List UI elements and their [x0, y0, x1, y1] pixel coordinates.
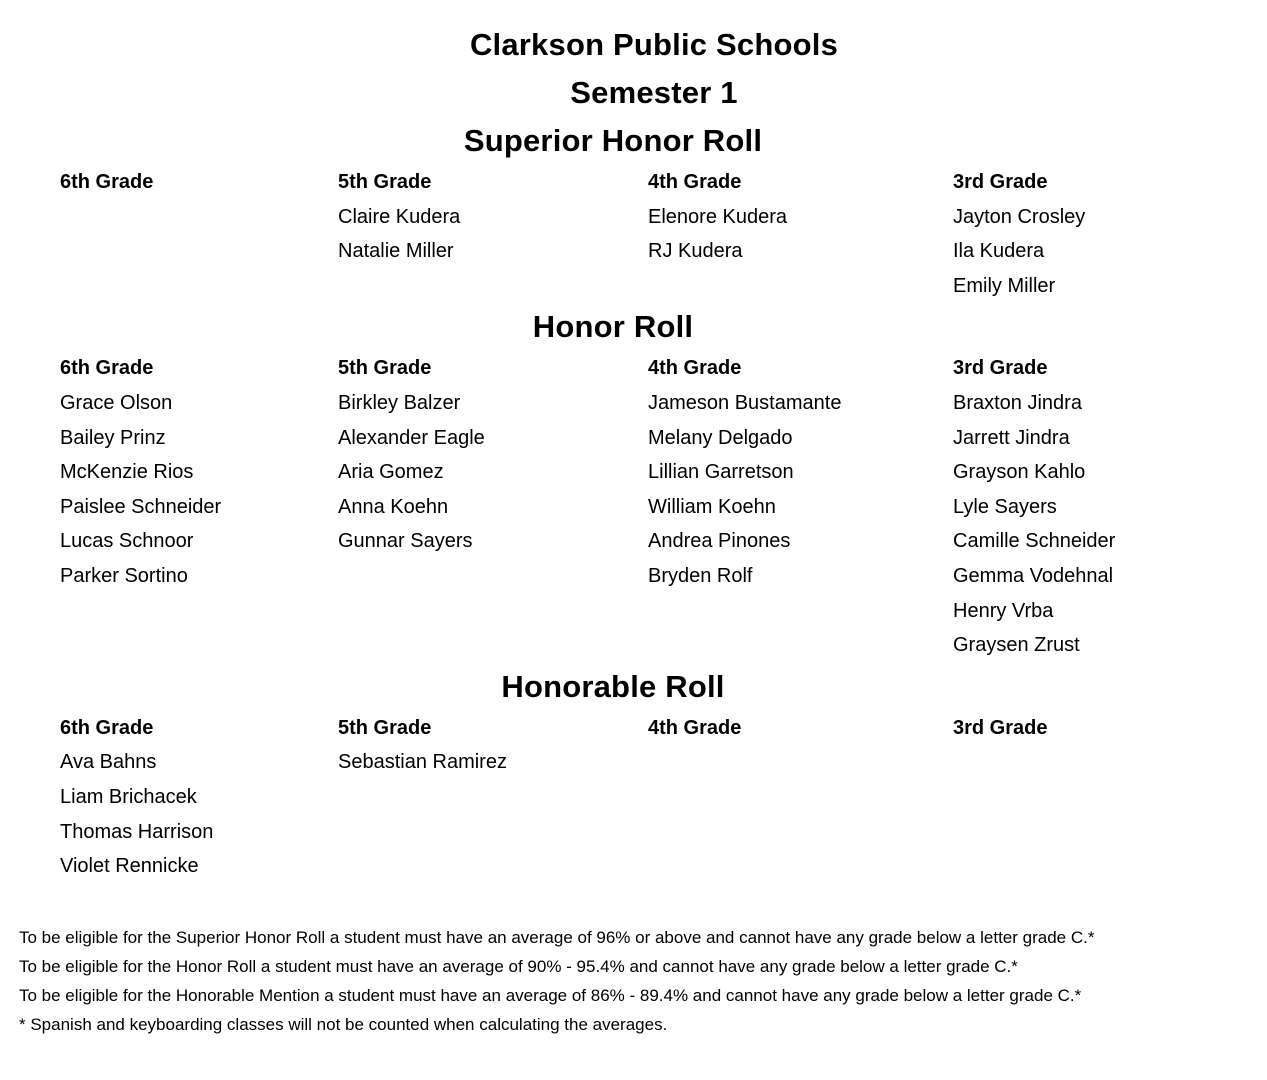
roll-section: [0, 303, 1267, 662]
grade-column: [338, 351, 648, 662]
grade-column: [648, 351, 953, 662]
student-name: Natalie Miller: [338, 240, 454, 263]
grade-header: 5th Grade: [338, 171, 432, 193]
student-name: Paislee Schneider: [60, 495, 222, 518]
student-name: Gemma Vodehnal: [953, 564, 1114, 587]
grade-grid: [60, 351, 1267, 662]
section-heading: Honorable Roll: [501, 668, 725, 704]
grade-column: [60, 711, 338, 884]
footnote-honorable-mention: To be eligible for the Honorable Mention a student must have an average of 86% - 89.4% and cannot have any grade below a letter grade C.*: [19, 985, 1082, 1005]
student-name: Sebastian Ramirez: [338, 751, 507, 774]
grade-grid: [60, 711, 1267, 884]
grade-header: 6th Grade: [60, 716, 154, 739]
student-name: Birkley Balzer: [338, 391, 461, 414]
student-name: RJ Kudera: [648, 240, 743, 263]
footnote-superior-honor-roll: To be eligible for the Superior Honor Roll a student must have an average of 96% or above and cannot have any grade below a letter grade C.*: [19, 927, 1095, 947]
student-name: Violet Rennicke: [60, 855, 199, 878]
student-name: William Koehn: [648, 495, 776, 518]
student-name: Jarrett Jindra: [953, 426, 1070, 449]
roll-section: [0, 117, 1267, 303]
grade-column: [648, 165, 953, 303]
student-name: Parker Sortino: [60, 564, 188, 587]
student-name: Thomas Harrison: [60, 820, 214, 843]
grade-column: [60, 351, 338, 662]
section-heading: Superior Honor Roll: [463, 123, 763, 158]
student-name: Lillian Garretson: [648, 461, 794, 484]
grade-column: [338, 711, 648, 884]
grade-column: [953, 165, 1267, 303]
grade-header: 6th Grade: [60, 357, 154, 380]
student-name: Melany Delgado: [648, 426, 793, 449]
student-name: Gunnar Sayers: [338, 530, 473, 553]
document-title: Clarkson Public Schools: [469, 27, 839, 62]
grade-column: [648, 711, 953, 884]
student-name: Henry Vrba: [953, 599, 1054, 622]
footnote-honor-roll: To be eligible for the Honor Roll a student must have an average of 90% - 95.4% and cannot have any grade below a letter grade C.*: [19, 956, 1018, 976]
student-name: Lyle Sayers: [953, 495, 1057, 518]
roll-sections: [0, 117, 1267, 884]
student-name: Ava Bahns: [60, 751, 157, 774]
grade-header: 4th Grade: [648, 716, 742, 739]
grade-grid: [60, 165, 1267, 303]
section-heading: Honor Roll: [532, 309, 694, 345]
grade-header: 3rd Grade: [953, 716, 1048, 739]
student-name: Jayton Crosley: [953, 205, 1086, 228]
grade-header: 4th Grade: [648, 171, 742, 193]
student-name: Anna Koehn: [338, 495, 449, 518]
student-name: Braxton Jindra: [953, 391, 1082, 414]
student-name: Claire Kudera: [338, 205, 461, 228]
grade-header: 5th Grade: [338, 357, 432, 380]
student-name: Andrea Pinones: [648, 530, 791, 553]
grade-header: 4th Grade: [648, 357, 742, 380]
student-name: Graysen Zrust: [953, 634, 1080, 657]
grade-column: [338, 165, 648, 303]
student-name: Lucas Schnoor: [60, 530, 194, 553]
student-name: Grayson Kahlo: [953, 461, 1086, 484]
grade-header: 5th Grade: [338, 716, 432, 739]
student-name: Elenore Kudera: [648, 205, 787, 228]
grade-header: 3rd Grade: [953, 357, 1048, 380]
student-name: Bailey Prinz: [60, 426, 166, 449]
student-name: Ila Kudera: [953, 240, 1045, 263]
student-name: McKenzie Rios: [60, 461, 194, 484]
student-name: Alexander Eagle: [338, 426, 485, 449]
student-name: Jameson Bustamante: [648, 391, 842, 414]
grade-column: [60, 165, 338, 303]
student-name: Camille Schneider: [953, 530, 1116, 553]
grade-header: 3rd Grade: [953, 171, 1048, 193]
grade-header: 6th Grade: [60, 171, 154, 193]
grade-column: [953, 711, 1267, 884]
student-name: Bryden Rolf: [648, 564, 753, 587]
document-subtitle: Semester 1: [570, 75, 738, 110]
eligibility-footnotes: [19, 923, 1267, 1039]
student-name: Aria Gomez: [338, 461, 444, 484]
roll-section: [0, 663, 1267, 884]
student-name: Grace Olson: [60, 391, 173, 414]
student-name: Liam Brichacek: [60, 785, 197, 808]
student-name: Emily Miller: [953, 274, 1056, 297]
footnote-excluded-classes: * Spanish and keyboarding classes will not be counted when calculating the averages.: [19, 1014, 668, 1034]
grade-column: [953, 351, 1267, 662]
document-header: [41, 21, 1267, 117]
